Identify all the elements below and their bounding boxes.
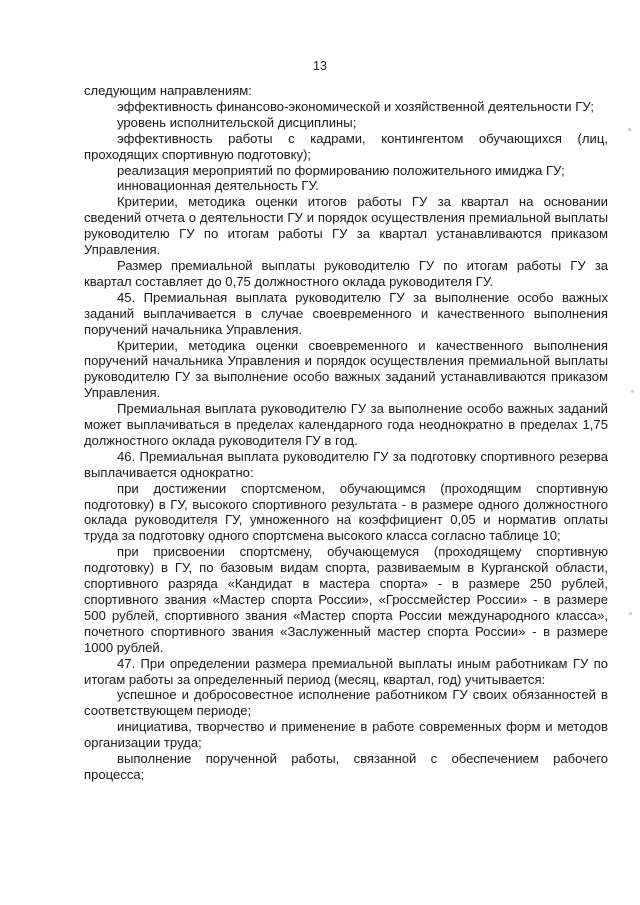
paragraph: успешное и добросовестное исполнение работником ГУ своих обязанностей в соответствующем периоде; <box>84 687 608 719</box>
page-number: 13 <box>313 59 327 73</box>
paragraph: эффективность работы с кадрами, контингентом обучающихся (лиц, проходящих спортивную подготовку); <box>84 130 608 162</box>
paragraph: 47. При определении размера премиальной выплаты иным работникам ГУ по итогам работы за определенный период (месяц, квартал, год) учитывается: <box>84 655 608 687</box>
paragraph: при присвоении спортсмену, обучающемуся (проходящему спортивную подготовку) в ГУ, по базовым видам спорта, развиваемым в Курганской области, спортивного разряда «Кандидат в мастера спорта» - в размере 250 рублей, спортивного звания «Мастер спорта России», «Гроссмейстер России» - в размере 500 рублей, спортивного звания «Мастер спорта России международного класса», почетного спортивного звания «Заслуженный мастер спорта России» - в размере 1000 рублей. <box>84 544 608 655</box>
paragraph: Премиальная выплата руководителю ГУ за выполнение особо важных заданий может выплачиваться в пределах календарного года неоднократно в пределах 1,75 должностного оклада руководителя ГУ в год. <box>84 401 608 448</box>
paragraph: Размер премиальной выплаты руководителю ГУ по итогам работы ГУ за квартал составляет до 0,75 должностного оклада руководителя ГУ. <box>84 257 608 289</box>
paragraph: при достижении спортсменом, обучающимся (проходящим спортивную подготовку) в ГУ, высокого спортивного результата - в размере одного должностного оклада руководителя ГУ, умноженного на коэффициент 0,05 и норматив оплаты труда за подготовку одного спортсмена высокого класса согласно таблице 10; <box>84 480 608 544</box>
paragraph: 46. Премиальная выплата руководителю ГУ за подготовку спортивного резерва выплачивается однократно: <box>84 448 608 480</box>
scan-speck <box>631 390 634 393</box>
paragraph: Критерии, методика оценки своевременного и качественного выполнения поручений начальника Управления и порядок осуществления премиальной выплаты руководителю ГУ за выполнение особо важных заданий устанавливаются приказом Управления. <box>84 337 608 401</box>
document-body <box>84 83 608 783</box>
paragraph: выполнение порученной работы, связанной с обеспечением рабочего процесса; <box>84 751 608 782</box>
paragraph: Критерии, методика оценки итогов работы ГУ за квартал на основании сведений отчета о деятельности ГУ и порядок осуществления премиальной выплаты руководителю ГУ по итогам работы ГУ за квартал устанавливаются приказом Управления. <box>84 194 608 258</box>
paragraph: 45. Премиальная выплата руководителю ГУ за выполнение особо важных заданий выплачивается в случае своевременного и качественного выполнения поручений начальника Управления. <box>84 289 608 337</box>
paragraph: уровень исполнительской дисциплины; <box>117 114 357 130</box>
scan-speck <box>629 612 632 615</box>
paragraph: реализация мероприятий по формированию положительного имиджа ГУ; <box>117 162 565 178</box>
paragraph: следующим направлениям: <box>84 83 252 98</box>
paragraph: инновационная деятельность ГУ. <box>117 178 319 194</box>
scan-speck <box>628 128 631 131</box>
paragraph: инициатива, творчество и применение в работе современных форм и методов организации труда; <box>84 719 608 751</box>
paragraph: эффективность финансово-экономической и хозяйственной деятельности ГУ; <box>117 98 595 114</box>
